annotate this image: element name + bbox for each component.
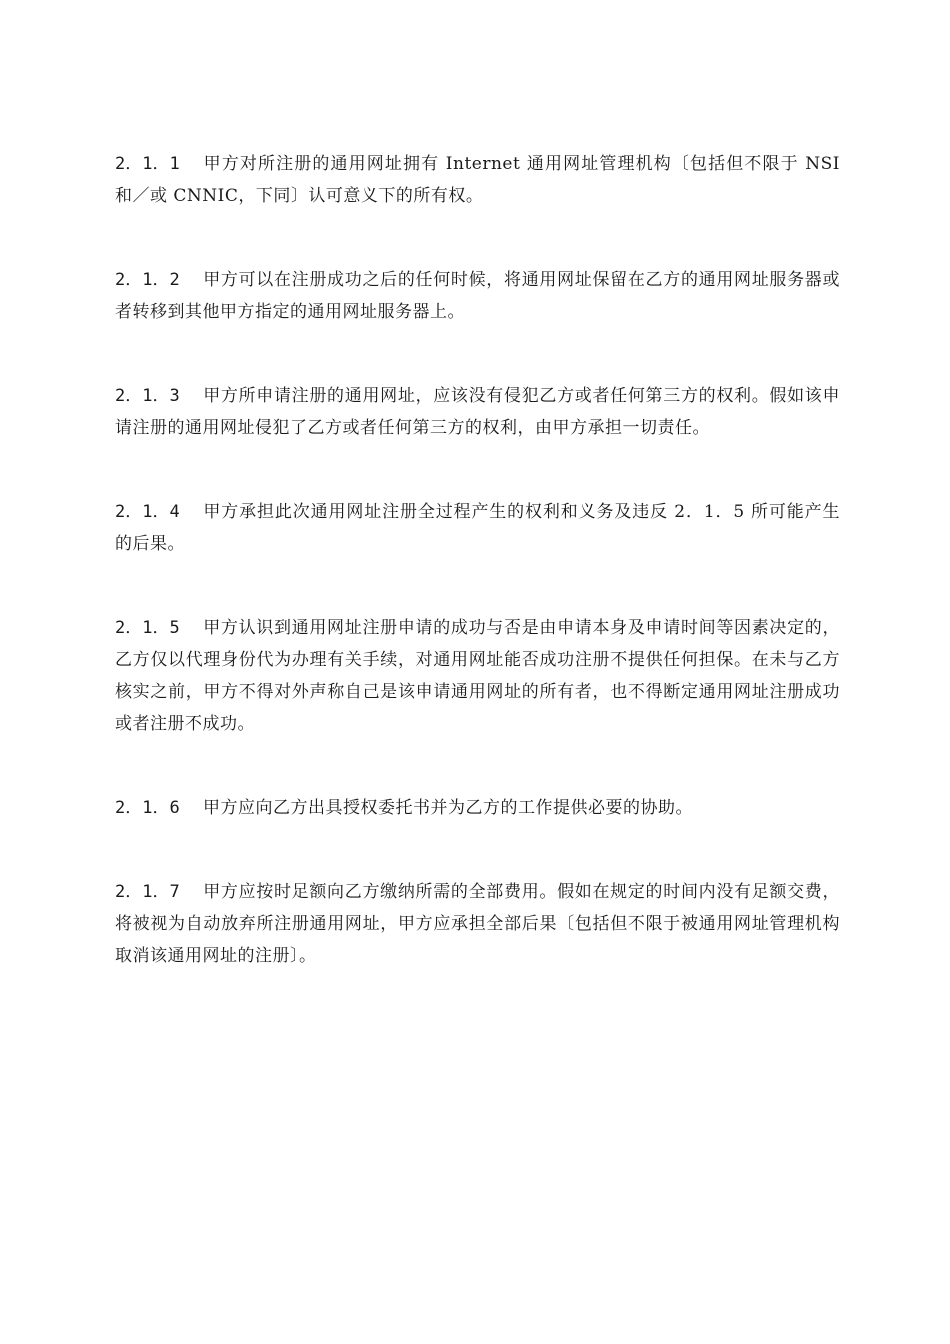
clause-number: 2．1．2: [115, 270, 180, 290]
clause-2-1-3: [115, 380, 840, 444]
clause-number: 2．1．7: [115, 882, 180, 902]
clause-text: 甲方承担此次通用网址注册全过程产生的权利和义务及违反 2．1．5 所可能产生的后果。: [115, 502, 840, 554]
clause-number: 2．1．4: [115, 502, 180, 522]
clause-text: 甲方所申请注册的通用网址，应该没有侵犯乙方或者任何第三方的权利。假如该申请注册的通用网址侵犯了乙方或者任何第三方的权利，由甲方承担一切责任。: [115, 386, 840, 438]
clause-text: 甲方可以在注册成功之后的任何时候，将通用网址保留在乙方的通用网址服务器或者转移到其他甲方指定的通用网址服务器上。: [115, 270, 840, 322]
clause-text: 甲方应向乙方出具授权委托书并为乙方的工作提供必要的协助。: [203, 798, 693, 818]
clause-2-1-6: [115, 792, 840, 824]
clause-number: 2．1．6: [115, 798, 180, 818]
document-body: [115, 148, 840, 1024]
clause-2-1-2: [115, 264, 840, 328]
clause-number: 2．1．1: [115, 154, 180, 174]
clause-2-1-7: [115, 876, 840, 972]
clause-number: 2．1．3: [115, 386, 180, 406]
clause-text: 甲方对所注册的通用网址拥有 Internet 通用网址管理机构〔包括但不限于 NSI 和／或 CNNIC，下同〕认可意义下的所有权。: [115, 154, 840, 206]
clause-2-1-5: [115, 612, 840, 740]
clause-2-1-1: [115, 148, 840, 212]
clause-text: 甲方认识到通用网址注册申请的成功与否是由申请本身及申请时间等因素决定的，乙方仅以代理身份代为办理有关手续，对通用网址能否成功注册不提供任何担保。在未与乙方核实之前，甲方不得对外声称自己是该申请通用网址的所有者，也不得断定通用网址注册成功或者注册不成功。: [115, 618, 840, 734]
clause-text: 甲方应按时足额向乙方缴纳所需的全部费用。假如在规定的时间内没有足额交费，将被视为自动放弃所注册通用网址，甲方应承担全部后果〔包括但不限于被通用网址管理机构取消该通用网址的注册〕。: [115, 882, 840, 966]
clause-number: 2．1．5: [115, 618, 180, 638]
clause-2-1-4: [115, 496, 840, 560]
